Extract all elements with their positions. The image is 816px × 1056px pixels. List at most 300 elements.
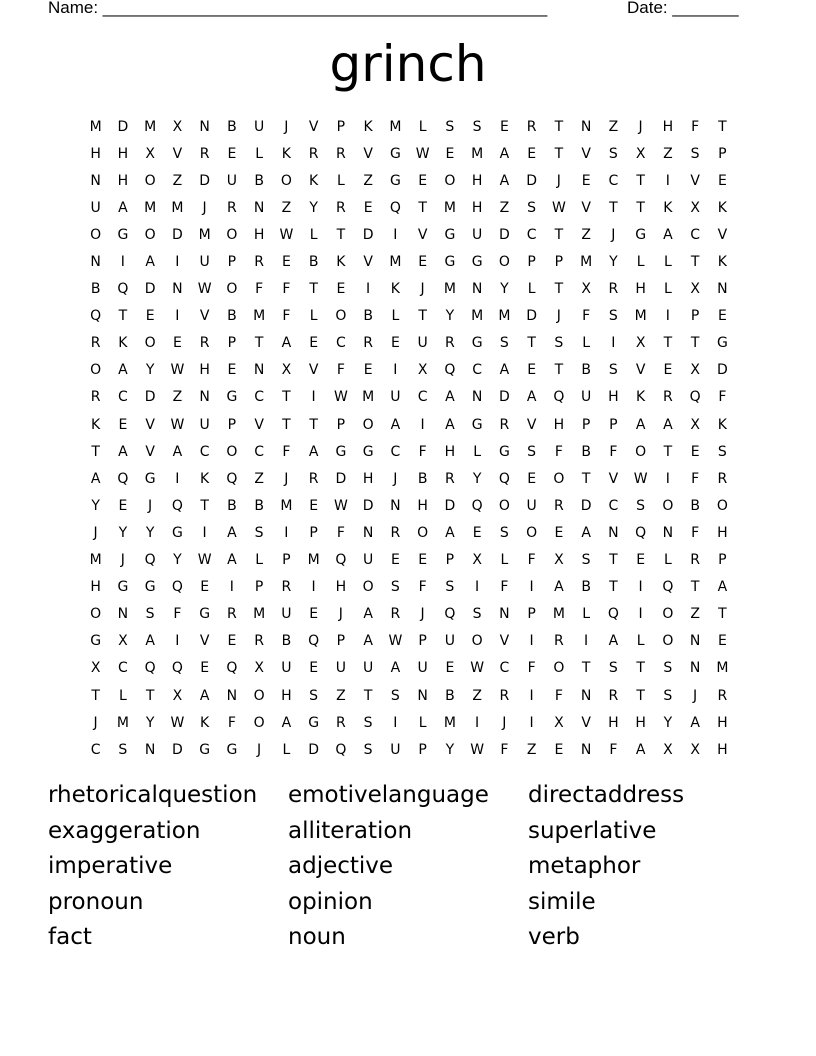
grid-letter: Q	[662, 579, 674, 596]
grid-letter: X	[281, 362, 292, 379]
grid-letter: N	[417, 687, 428, 704]
grid-letter: D	[171, 226, 183, 243]
grid-letter: Y	[445, 308, 455, 325]
grid-letter: Z	[499, 199, 510, 216]
grid-letter: I	[420, 416, 425, 433]
grid-letter: R	[363, 335, 373, 352]
grid-letter: E	[390, 335, 400, 352]
word-bank	[48, 778, 768, 956]
grid-letter: Z	[581, 226, 591, 243]
grid-letter: Z	[363, 172, 373, 189]
grid-row	[82, 709, 736, 736]
grid-letter: N	[662, 524, 674, 541]
grid-letter: E	[717, 308, 727, 325]
grid-letter: H	[717, 741, 728, 758]
grid-letter: C	[390, 443, 401, 460]
grid-letter: Y	[609, 254, 618, 271]
grid-letter: Z	[526, 741, 537, 758]
grid-letter: J	[393, 470, 398, 487]
grid-row	[82, 465, 736, 492]
grid-letter: C	[499, 660, 510, 677]
grid-letter: F	[418, 579, 427, 596]
grid-letter: O	[553, 660, 565, 677]
grid-letter: V	[199, 308, 210, 325]
grid-letter: I	[638, 579, 643, 596]
grid-letter: L	[636, 633, 645, 650]
grid-letter: I	[584, 633, 589, 650]
grid-letter: H	[362, 470, 374, 487]
grid-row	[82, 384, 736, 411]
grid-letter: M	[443, 714, 456, 731]
grid-letter: O	[144, 226, 156, 243]
grid-letter: S	[499, 524, 509, 541]
grid-letter: Z	[663, 145, 673, 162]
grid-letter: J	[693, 687, 698, 704]
grid-letter: E	[227, 145, 237, 162]
grid-letter: L	[282, 741, 291, 758]
grid-letter: F	[282, 281, 291, 298]
grid-letter: D	[199, 172, 211, 189]
grid-letter: I	[284, 524, 289, 541]
grid-letter: T	[254, 335, 264, 352]
grid-letter: J	[93, 524, 98, 541]
grid-letter: P	[227, 335, 237, 352]
grid-letter: G	[171, 524, 183, 541]
word-bank-item: adjective	[288, 853, 394, 879]
grid-letter: T	[118, 308, 128, 325]
grid-letter: H	[608, 714, 619, 731]
grid-letter: Z	[336, 687, 346, 704]
grid-letter: L	[473, 443, 482, 460]
grid-letter: X	[172, 687, 183, 704]
grid-letter: D	[362, 497, 374, 514]
grid-letter: I	[202, 524, 207, 541]
grid-letter: W	[279, 226, 294, 243]
grid-letter: V	[635, 362, 646, 379]
grid-letter: G	[90, 633, 102, 650]
grid-letter: M	[280, 497, 293, 514]
grid-letter: M	[443, 281, 456, 298]
grid-letter: S	[690, 145, 700, 162]
grid-letter: I	[393, 226, 398, 243]
grid-letter: H	[635, 281, 646, 298]
grid-row	[82, 248, 736, 275]
grid-letter: Y	[173, 552, 182, 569]
grid-letter: B	[254, 172, 264, 189]
grid-letter: G	[444, 254, 456, 271]
grid-letter: R	[445, 470, 455, 487]
grid-letter: A	[118, 443, 128, 460]
grid-letter: M	[198, 226, 211, 243]
grid-letter: C	[608, 172, 619, 189]
grid-letter: S	[717, 443, 727, 460]
grid-letter: V	[581, 199, 591, 216]
grid-letter: L	[636, 254, 645, 271]
grid-letter: D	[526, 172, 538, 189]
grid-letter: U	[417, 660, 428, 677]
grid-letter: I	[366, 281, 371, 298]
grid-letter: J	[611, 226, 616, 243]
grid-letter: T	[636, 199, 645, 216]
grid-letter: X	[635, 145, 646, 162]
grid-letter: E	[445, 145, 455, 162]
grid-letter: Q	[117, 470, 129, 487]
grid-letter: E	[554, 741, 564, 758]
grid-letter: C	[199, 443, 210, 460]
grid-letter: O	[226, 226, 238, 243]
grid-letter: H	[553, 416, 565, 433]
grid-letter: W	[197, 281, 212, 298]
grid-letter: E	[418, 254, 428, 271]
grid-letter: L	[527, 281, 536, 298]
grid-letter: N	[390, 497, 401, 514]
word-bank-item: simile	[528, 888, 596, 915]
grid-letter: E	[418, 172, 428, 189]
grid-letter: W	[333, 389, 348, 406]
grid-letter: E	[636, 552, 646, 569]
grid-letter: E	[281, 254, 291, 271]
grid-letter: I	[529, 687, 534, 704]
grid-letter: T	[554, 226, 564, 243]
grid-letter: K	[390, 281, 400, 298]
grid-letter: Y	[309, 199, 318, 216]
word-bank-item: metaphor	[528, 853, 641, 879]
grid-letter: Y	[91, 497, 100, 514]
grid-letter: M	[716, 660, 729, 677]
grid-letter: S	[390, 687, 400, 704]
grid-letter: E	[118, 497, 128, 514]
grid-letter: E	[663, 362, 673, 379]
grid-letter: P	[254, 579, 264, 596]
grid-letter: G	[199, 606, 211, 623]
grid-letter: D	[444, 497, 456, 514]
grid-letter: E	[227, 633, 237, 650]
grid-letter: T	[636, 687, 645, 704]
grid-letter: E	[172, 335, 182, 352]
grid-letter: H	[417, 497, 428, 514]
grid-letter: Q	[689, 389, 701, 406]
grid-row	[82, 330, 736, 357]
grid-letter: R	[199, 335, 210, 352]
grid-letter: S	[472, 606, 482, 623]
grid-letter: Z	[172, 172, 183, 189]
grid-letter: Q	[308, 633, 320, 650]
grid-letter: W	[170, 362, 185, 379]
grid-letter: E	[145, 308, 155, 325]
grid-letter: G	[335, 443, 347, 460]
grid-letter: M	[116, 714, 129, 731]
grid-row	[82, 601, 736, 628]
grid-letter: G	[635, 226, 647, 243]
grid-letter: F	[500, 579, 509, 596]
grid-letter: L	[391, 308, 400, 325]
grid-letter: A	[90, 470, 101, 487]
grid-letter: O	[280, 172, 292, 189]
word-bank-item: verb	[528, 924, 580, 950]
grid-letter: L	[582, 335, 591, 352]
grid-letter: G	[444, 226, 456, 243]
grid-letter: D	[362, 226, 374, 243]
grid-letter: Q	[607, 606, 619, 623]
grid-letter: J	[284, 118, 289, 135]
grid-letter: M	[471, 308, 484, 325]
grid-letter: T	[363, 687, 373, 704]
grid-letter: A	[445, 416, 455, 433]
grid-letter: Z	[281, 199, 292, 216]
grid-letter: V	[199, 633, 210, 650]
grid-letter: M	[389, 254, 402, 271]
grid-letter: X	[90, 660, 101, 677]
grid-letter: U	[417, 335, 428, 352]
grid-letter: A	[499, 362, 510, 379]
grid-letter: H	[635, 714, 646, 731]
grid-letter: C	[335, 335, 346, 352]
grid-letter: U	[199, 254, 210, 271]
grid-letter: T	[527, 335, 536, 352]
grid-letter: J	[420, 281, 425, 298]
grid-letter: G	[144, 579, 156, 596]
grid-letter: S	[309, 687, 319, 704]
grid-letter: B	[581, 579, 591, 596]
grid-letter: V	[608, 470, 619, 487]
grid-letter: H	[253, 226, 265, 243]
grid-letter: Z	[172, 389, 183, 406]
grid-letter: Q	[144, 660, 156, 677]
grid-letter: R	[663, 389, 673, 406]
grid-letter: F	[582, 308, 591, 325]
grid-letter: O	[444, 172, 456, 189]
grid-letter: O	[144, 172, 156, 189]
grid-letter: G	[199, 741, 211, 758]
grid-letter: H	[335, 579, 347, 596]
grid-letter: A	[690, 714, 700, 731]
grid-letter: E	[554, 524, 564, 541]
grid-letter: X	[118, 633, 128, 650]
grid-letter: G	[117, 579, 129, 596]
grid-letter: B	[417, 470, 428, 487]
grid-letter: M	[144, 199, 157, 216]
grid-letter: T	[690, 254, 700, 271]
grid-letter: T	[609, 199, 618, 216]
grid-row	[82, 140, 736, 167]
grid-letter: M	[89, 552, 102, 569]
grid-letter: Q	[117, 281, 129, 298]
grid-row	[82, 411, 736, 438]
grid-letter: H	[662, 118, 674, 135]
grid-letter: R	[336, 145, 346, 162]
grid-letter: W	[551, 199, 566, 216]
grid-letter: H	[199, 362, 210, 379]
grid-letter: Z	[608, 118, 619, 135]
grid-letter: E	[527, 362, 537, 379]
grid-letter: Z	[472, 687, 482, 704]
grid-letter: T	[663, 335, 673, 352]
grid-letter: N	[253, 199, 265, 216]
grid-letter: W	[388, 633, 403, 650]
grid-letter: Y	[118, 524, 128, 541]
grid-letter: V	[254, 416, 264, 433]
grid-letter: R	[608, 687, 619, 704]
grid-letter: L	[309, 226, 318, 243]
grid-letter: A	[199, 687, 210, 704]
grid-letter: T	[309, 416, 318, 433]
grid-letter: T	[418, 308, 427, 325]
grid-letter: J	[502, 714, 507, 731]
grid-letter: Q	[389, 199, 401, 216]
grid-letter: I	[175, 470, 180, 487]
grid-letter: I	[529, 579, 534, 596]
grid-letter: G	[144, 470, 156, 487]
grid-letter: I	[665, 308, 670, 325]
grid-letter: L	[118, 687, 127, 704]
grid-letter: L	[418, 118, 427, 135]
grid-letter: T	[200, 497, 209, 514]
grid-letter: K	[663, 199, 673, 216]
grid-letter: R	[199, 145, 210, 162]
grid-letter: G	[471, 254, 483, 271]
grid-letter: S	[581, 552, 591, 569]
grid-letter: I	[529, 714, 534, 731]
grid-letter: A	[526, 389, 537, 406]
grid-letter: Q	[171, 660, 183, 677]
grid-letter: N	[199, 118, 210, 135]
grid-letter: E	[472, 524, 482, 541]
grid-letter: E	[418, 552, 428, 569]
grid-letter: T	[145, 687, 155, 704]
grid-letter: X	[635, 335, 646, 352]
grid-row	[82, 574, 736, 601]
grid-letter: T	[554, 145, 564, 162]
grid-letter: K	[118, 335, 128, 352]
grid-letter: G	[471, 335, 483, 352]
grid-letter: V	[581, 714, 591, 731]
grid-letter: D	[580, 497, 592, 514]
grid-letter: S	[663, 660, 673, 677]
grid-letter: A	[581, 524, 591, 541]
grid-letter: X	[254, 660, 264, 677]
grid-letter: X	[690, 199, 700, 216]
grid-letter: N	[144, 741, 156, 758]
grid-letter: B	[227, 497, 237, 514]
grid-letter: A	[717, 579, 728, 596]
grid-letter: K	[281, 145, 291, 162]
grid-letter: S	[445, 579, 455, 596]
grid-letter: R	[717, 470, 728, 487]
grid-letter: U	[390, 741, 401, 758]
grid-letter: X	[690, 741, 700, 758]
grid-letter: R	[445, 335, 455, 352]
grid-letter: S	[499, 335, 509, 352]
grid-letter: A	[390, 416, 401, 433]
grid-letter: R	[90, 389, 101, 406]
grid-letter: F	[500, 741, 509, 758]
grid-letter: O	[253, 687, 265, 704]
grid-letter: U	[363, 552, 374, 569]
grid-letter: K	[636, 389, 646, 406]
grid-letter: I	[311, 579, 316, 596]
grid-letter: M	[171, 199, 184, 216]
grid-letter: N	[362, 524, 374, 541]
grid-letter: Q	[498, 470, 510, 487]
grid-letter: N	[117, 606, 129, 623]
grid-letter: O	[662, 633, 674, 650]
grid-letter: P	[718, 145, 727, 162]
grid-row	[82, 303, 736, 330]
grid-letter: N	[172, 281, 183, 298]
grid-letter: D	[526, 308, 538, 325]
letter-grid	[82, 113, 736, 763]
grid-letter: I	[229, 579, 234, 596]
grid-letter: R	[254, 254, 264, 271]
grid-letter: T	[418, 199, 427, 216]
grid-letter: D	[171, 741, 183, 758]
grid-letter: S	[445, 118, 455, 135]
grid-letter: F	[609, 443, 618, 460]
grid-letter: M	[89, 118, 102, 135]
grid-letter: J	[284, 470, 289, 487]
grid-letter: Z	[254, 470, 264, 487]
grid-letter: W	[170, 714, 185, 731]
grid-letter: A	[281, 335, 292, 352]
grid-letter: X	[690, 362, 700, 379]
grid-letter: R	[554, 633, 564, 650]
grid-letter: O	[90, 362, 102, 379]
grid-letter: L	[500, 552, 509, 569]
grid-letter: U	[335, 660, 346, 677]
grid-letter: M	[471, 145, 484, 162]
grid-letter: A	[445, 389, 455, 406]
grid-letter: Q	[444, 606, 456, 623]
grid-letter: E	[336, 281, 346, 298]
word-bank-item: emotivelanguage	[288, 782, 489, 808]
grid-letter: F	[718, 389, 727, 406]
grid-letter: B	[581, 362, 591, 379]
grid-letter: R	[227, 606, 237, 623]
grid-letter: V	[308, 118, 319, 135]
grid-letter: J	[257, 741, 262, 758]
grid-letter: P	[309, 524, 318, 541]
grid-letter: O	[662, 606, 674, 623]
grid-letter: E	[200, 660, 210, 677]
word-bank-item: noun	[288, 924, 346, 950]
grid-letter: T	[581, 470, 591, 487]
grid-letter: T	[581, 660, 591, 677]
grid-letter: F	[282, 443, 291, 460]
grid-letter: F	[282, 308, 291, 325]
grid-letter: T	[718, 606, 727, 623]
grid-letter: A	[118, 362, 128, 379]
grid-letter: E	[309, 335, 319, 352]
grid-letter: F	[173, 606, 182, 623]
grid-row	[82, 221, 736, 248]
grid-letter: C	[117, 389, 128, 406]
grid-letter: I	[393, 714, 398, 731]
grid-letter: I	[529, 633, 534, 650]
word-bank-item: superlative	[528, 817, 657, 844]
grid-letter: V	[526, 416, 537, 433]
grid-letter: A	[363, 633, 373, 650]
grid-letter: Y	[472, 470, 482, 487]
grid-letter: J	[556, 172, 561, 189]
grid-letter: N	[199, 389, 210, 406]
grid-letter: Q	[171, 497, 183, 514]
grid-letter: I	[611, 335, 616, 352]
grid-letter: W	[470, 660, 485, 677]
grid-letter: W	[415, 145, 430, 162]
grid-letter: R	[254, 633, 264, 650]
grid-letter: R	[90, 335, 101, 352]
grid-letter: O	[362, 579, 374, 596]
